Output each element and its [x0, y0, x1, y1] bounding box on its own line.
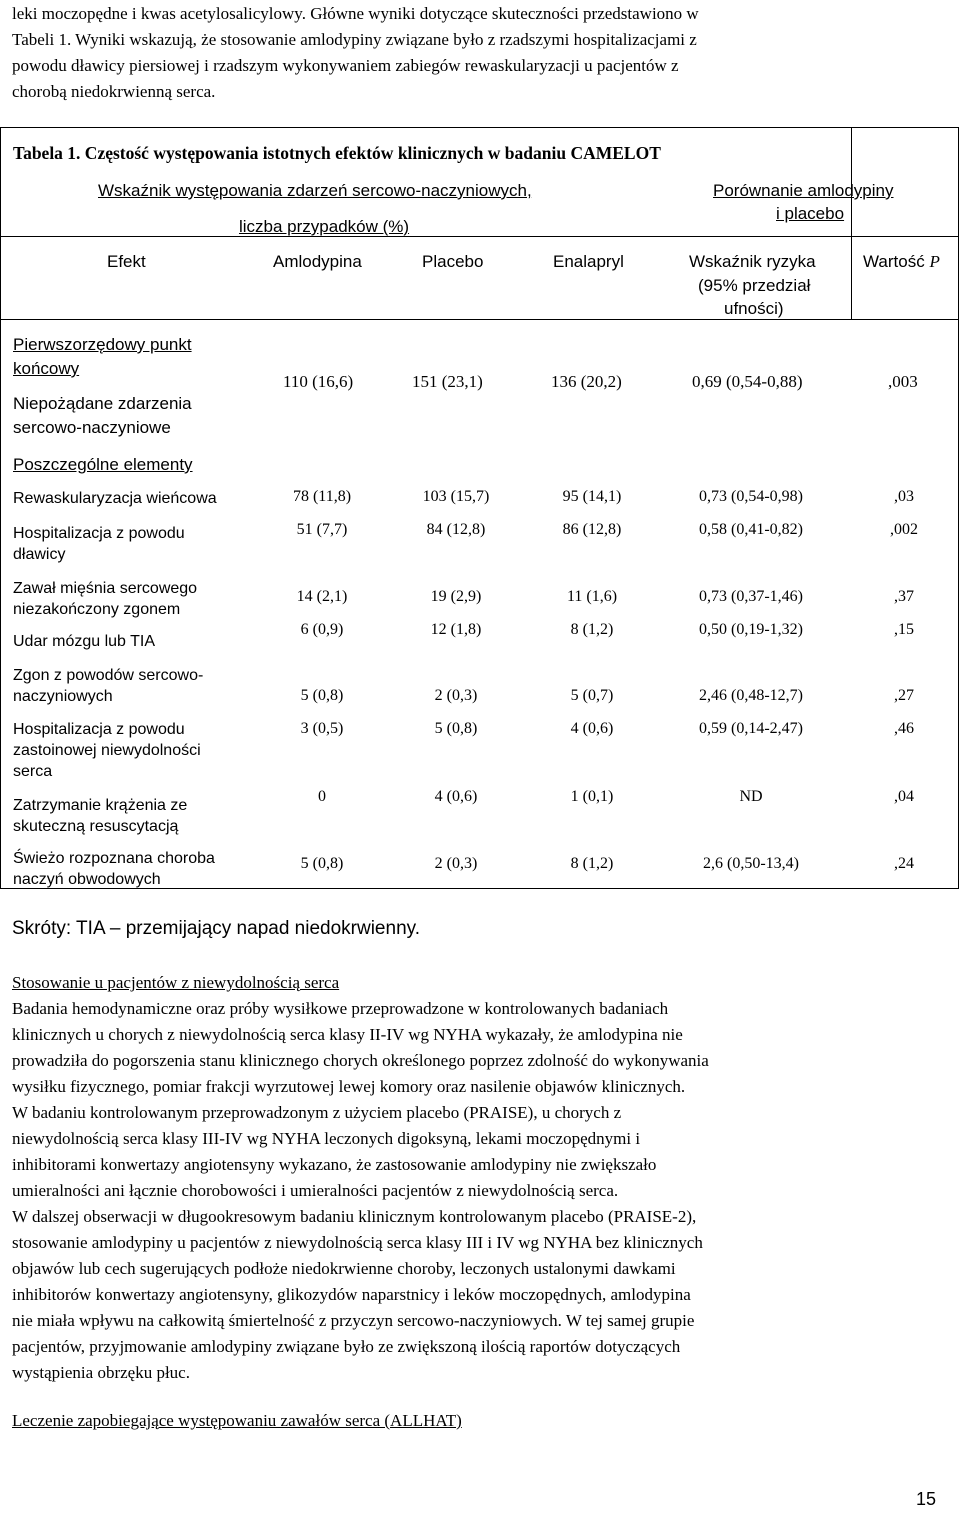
body-line: klinicznych u chorych z niewydolnością serca klasy II-IV wg NYHA wykazały, że amlodypina nie	[12, 1025, 683, 1044]
table-cell: 86 (12,8)	[562, 521, 622, 538]
table-cell: 0	[318, 788, 326, 805]
table-cell: ,04	[894, 788, 914, 805]
intro-line: leki moczopędne i kwas acetylosalicylowy. Główne wyniki dotyczące skuteczności przedstawiono w	[12, 4, 699, 23]
table-cell: 0,73 (0,37-1,46)	[699, 588, 803, 605]
body-line: wystąpienia obrzęku płuc.	[12, 1363, 190, 1382]
pvalue-label: Wartość	[863, 252, 930, 271]
body-line: W badaniu kontrolowanym przeprowadzonym z użyciem placebo (PRAISE), u chorych z	[12, 1103, 622, 1122]
col-header-hazard: Wskaźnik ryzyka	[689, 252, 816, 271]
table-cell: 8 (1,2)	[570, 621, 614, 638]
table-row-label: Udar mózgu lub TIA	[13, 633, 155, 650]
body-line: objawów lub cech sugerujących podłoże niedokrwienne choroby, leczonych ustalonymi dawkami	[12, 1259, 676, 1278]
section-body-heart-failure	[12, 996, 952, 1386]
body-line: nie miała wpływu na całkowitą śmiertelność z przyczyn sercowo-naczyniowych. W tej samej grupie	[12, 1311, 695, 1330]
body-line: umieralności ani łącznie chorobowości i umieralności pacjentów z niewydolnością serca.	[12, 1181, 619, 1200]
primary-value-pvalue: ,003	[888, 372, 918, 391]
table-divider	[851, 128, 852, 320]
table-cell: 0,58 (0,41-0,82)	[699, 521, 803, 538]
table-cell: 8 (1,2)	[570, 855, 614, 872]
table-cell: 84 (12,8)	[426, 521, 486, 538]
table-cell: 2,6 (0,50-13,4)	[703, 855, 799, 872]
table-row-label: Świeżo rozpoznana choroba naczyń obwodowych	[13, 850, 215, 888]
table-row-label: Hospitalizacja z powodu dławicy	[13, 525, 185, 563]
table-cell: ,46	[894, 720, 914, 737]
table-cell: 3 (0,5)	[300, 720, 344, 737]
table-cell: ,24	[894, 855, 914, 872]
primary-value-enalapril: 136 (20,2)	[551, 372, 622, 391]
table-row-label: Hospitalizacja z powodu zastoinowej niewydolności serca	[13, 721, 201, 780]
intro-line: chorobą niedokrwienną serca.	[12, 82, 216, 101]
table-cell: ND	[739, 788, 763, 805]
body-line: niewydolnością serca klasy III-IV wg NYHA leczonych digoksyną, lekami moczopędnymi i	[12, 1129, 641, 1148]
table-cell: 95 (14,1)	[562, 488, 622, 505]
group-header-rates: Wskaźnik występowania zdarzeń sercowo-naczyniowych,	[98, 181, 532, 200]
page-number: 15	[916, 1489, 937, 1509]
table-cell: 0,73 (0,54-0,98)	[699, 488, 803, 505]
group-header-rates-sub: liczba przypadków (%)	[239, 217, 410, 236]
table-cell: 19 (2,9)	[430, 588, 482, 605]
pvalue-italic-p: P	[929, 252, 940, 271]
col-header-pvalue	[863, 252, 940, 272]
section-heading-allhat: Leczenie zapobiegające występowaniu zawałów serca (ALLHAT)	[12, 1411, 462, 1430]
table-cell: 6 (0,9)	[300, 621, 344, 638]
table-cell: ,37	[894, 588, 914, 605]
col-header-placebo: Placebo	[422, 252, 484, 271]
table-cell: 4 (0,6)	[570, 720, 614, 737]
table-cell: 5 (0,7)	[570, 687, 614, 704]
table-divider	[1, 236, 958, 237]
col-header-amlodipine: Amlodypina	[273, 252, 362, 271]
table-cell: 14 (2,1)	[296, 588, 348, 605]
table-cell: ,27	[894, 687, 914, 704]
table-cell: 78 (11,8)	[292, 488, 352, 505]
table-cell: 5 (0,8)	[434, 720, 478, 737]
table-cell: 51 (7,7)	[296, 521, 348, 538]
table-row-label: Rewaskularyzacja wieńcowa	[13, 490, 217, 507]
col-header-hazard-ci-end: ufności)	[724, 299, 784, 318]
group-header-comparison-sub: i placebo	[776, 204, 845, 223]
table-row-label: Zawał mięśnia sercowego niezakończony zgonem	[13, 580, 198, 618]
body-line: wysiłku fizycznego, pomiar frakcji wyrzutowej lewej komory oraz nasilenie objawów klinicznych.	[12, 1077, 686, 1096]
results-table	[0, 127, 959, 889]
table-cell: 0,59 (0,14-2,47)	[699, 720, 803, 737]
table-cell: 4 (0,6)	[434, 788, 478, 805]
body-line: W dalszej obserwacji w długookresowym badaniu klinicznym kontrolowanym placebo (PRAISE-2),	[12, 1207, 697, 1226]
body-line: pacjentów, przyjmowanie amlodypiny związane było ze zwiększoną ilością raportów dotyczących	[12, 1337, 681, 1356]
intro-line: Tabeli 1. Wyniki wskazują, że stosowanie amlodypiny związane było z rzadszymi hospitalizacjami z	[12, 30, 697, 49]
table-cell: ,002	[890, 521, 918, 538]
table-cell: 5 (0,8)	[300, 855, 344, 872]
table-cell: 103 (15,7)	[422, 488, 490, 505]
table-cell: 0,50 (0,19-1,32)	[699, 621, 803, 638]
body-line: stosowanie amlodypiny u pacjentów z niewydolnością serca klasy III i IV wg NYHA bez klinicznych	[12, 1233, 703, 1252]
primary-value-hazard: 0,69 (0,54-0,88)	[692, 372, 803, 391]
primary-value-amlodipine: 110 (16,6)	[283, 372, 354, 391]
primary-label-a2: końcowy	[13, 359, 80, 378]
primary-value-placebo: 151 (23,1)	[412, 372, 483, 391]
body-line: inhibitorów konwertazy angiotensyny, glikozydów naparstnicy i leków moczopędnych, amlodypina	[12, 1285, 691, 1304]
intro-line: powodu dławicy piersiowej i rzadszym wykonywaniem zabiegów rewaskularyzacji u pacjentów z	[12, 56, 679, 75]
primary-label-a1: Pierwszorzędowy punkt	[13, 335, 192, 354]
col-header-effect: Efekt	[107, 252, 146, 271]
table-caption: Tabela 1. Częstość występowania istotnych efektów klinicznych w badaniu CAMELOT	[13, 143, 661, 163]
table-cell: 11 (1,6)	[566, 588, 618, 605]
col-header-enalapril: Enalapryl	[553, 252, 624, 271]
table-row-label: Zgon z powodów sercowo-naczyniowych	[13, 667, 204, 705]
body-line: Badania hemodynamiczne oraz próby wysiłkowe przeprowadzone w kontrolowanych badaniach	[12, 999, 669, 1018]
table-row-label: Zatrzymanie krążenia ze skuteczną resuscytacją	[13, 797, 188, 835]
section-heading-heart-failure: Stosowanie u pacjentów z niewydolnością serca	[12, 973, 340, 992]
table-cell: 2 (0,3)	[434, 855, 478, 872]
primary-label-b2: sercowo-naczyniowe	[13, 418, 171, 437]
col-header-hazard-ci: (95% przedział	[698, 276, 811, 295]
table-cell: 5 (0,8)	[300, 687, 344, 704]
group-header-comparison: Porównanie amlodypiny	[713, 181, 894, 200]
body-line: inhibitorami konwertazy angiotensyny wykazano, że zastosowanie amlodypiny nie zwiększało	[12, 1155, 657, 1174]
table-cell: ,03	[894, 488, 914, 505]
table-cell: ,15	[894, 621, 914, 638]
table-divider	[1, 319, 958, 320]
table-cell: 1 (0,1)	[570, 788, 614, 805]
abbreviation-note: Skróty: TIA – przemijający napad niedokrwienny.	[12, 918, 420, 939]
body-line: prowadziła do pogorszenia stanu klinicznego chorych określonego poprzez zdolność do wykonywania	[12, 1051, 709, 1070]
table-cell: 12 (1,8)	[430, 621, 482, 638]
primary-label-b1: Niepożądane zdarzenia	[13, 394, 192, 413]
components-header: Poszczególne elementy	[13, 455, 193, 474]
table-cell: 2 (0,3)	[434, 687, 478, 704]
table-cell: 2,46 (0,48-12,7)	[699, 687, 803, 704]
